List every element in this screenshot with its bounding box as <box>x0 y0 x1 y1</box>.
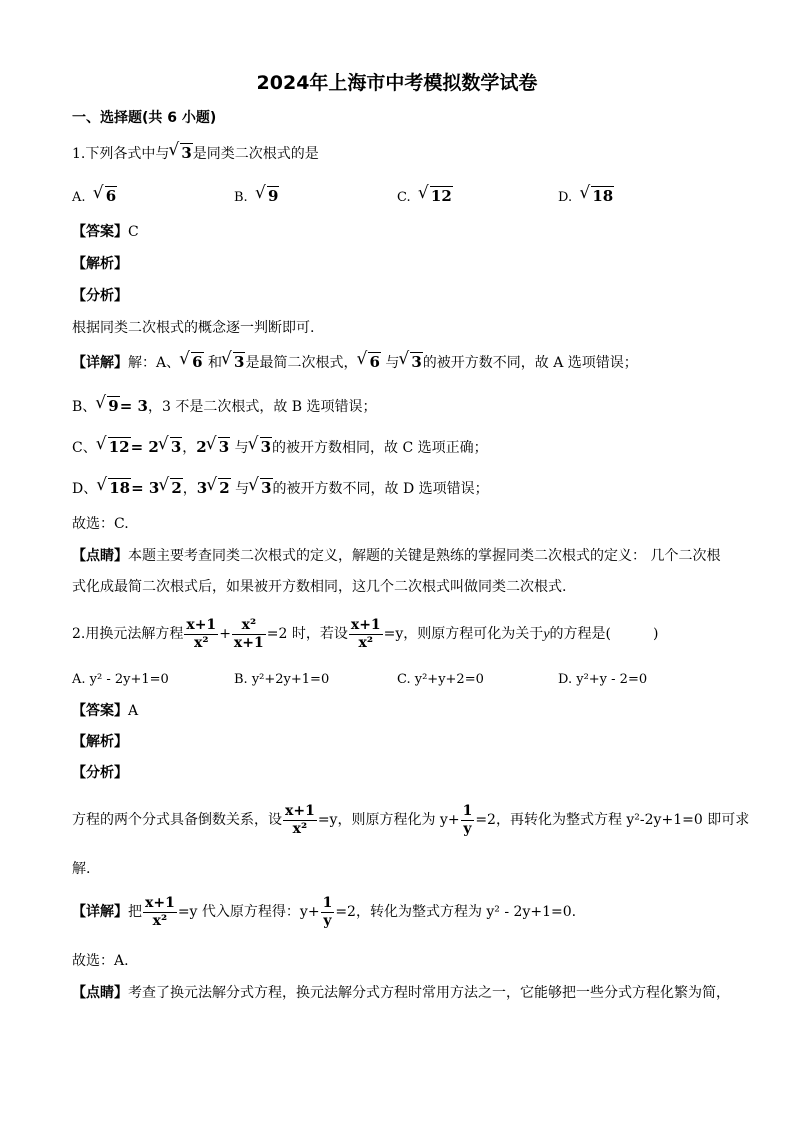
q2-option-b: B. y²+2y+1=0 <box>234 672 330 687</box>
q1-dianjing-1: 【点睛】本题主要考查同类二次根式的定义，解题的关键是熟练的掌握同类二次根式的定义： 几个二次根 <box>72 548 721 564</box>
q1-choose: 故选：C. <box>72 516 129 532</box>
q1-stem-suffix: 是同类二次根式的是 <box>192 146 319 162</box>
q2-choose: 故选：A. <box>72 953 129 969</box>
q1-stem-radical: √ 3 <box>169 143 192 163</box>
q2-option-d: D. y²+y - 2=0 <box>558 672 648 687</box>
q2-option-a: A. y² - 2y+1=0 <box>72 672 169 687</box>
q2-answer: 【答案】A <box>72 703 139 719</box>
q2-option-c: C. y²+y+2=0 <box>397 672 484 687</box>
fraction: $\frac{x+1}{\text{x²}}$ <box>350 616 381 651</box>
q2-fenxi-tag: 【分析】 <box>72 765 128 781</box>
fraction: $\frac{1}{y}$ <box>322 894 333 929</box>
q2-jiexi-tag: 【解析】 <box>72 734 128 750</box>
q1-option-d: D. √ 18 <box>558 186 614 208</box>
page-title: 2024年上海市中考模拟数学试卷 <box>256 72 538 94</box>
q1-detail-a: 【详解】解：A、√ 6 和√ 3是最简二次根式，√ 6 与√ 3的被开方数不同，故 A 选项错误； <box>72 352 638 373</box>
fraction: $\frac{\text{x²}}{x+1}$ <box>233 616 264 651</box>
q1-detail-c: C、√ 12= 2√ 3，2√ 3 与√ 3的被开方数相同，故 C 选项正确； <box>72 437 488 458</box>
q1-jiexi-tag: 【解析】 <box>72 256 128 272</box>
fraction: $\frac{x+1}{\text{x²}}$ <box>145 894 175 929</box>
q2-fenxi-end: 解. <box>72 861 91 877</box>
q1-stem-prefix: 1.下列各式中与 <box>72 146 170 162</box>
q1-option-b: B. √ 9 <box>234 186 279 208</box>
fraction: $\frac{x+1}{\text{x²}}$ <box>186 616 217 651</box>
q2-stem: 2.用换元法解方程 $\frac{x+1}{\text{x²}}$ + $\frac{\text{x²}}{x+1}$ =2 时，若设 $\frac{x+1}{\text{x²}}$ =y，则原方程可化为关于y的方程是( ) <box>72 616 659 651</box>
q1-fenxi-text: 根据同类二次根式的概念逐一判断即可. <box>72 320 315 336</box>
q2-detail: 【详解】把 $\frac{x+1}{\text{x²}}$ =y 代入原方程得：y+ $\frac{1}{y}$ =2，转化为整式方程为 y² - 2y+1=0. <box>72 894 577 929</box>
q1-fenxi-tag: 【分析】 <box>72 288 128 304</box>
q1-answer <box>72 222 139 242</box>
section-heading: 一、选择题(共 6 小题) <box>72 110 217 126</box>
answer-value: C <box>128 224 139 240</box>
fraction: $\frac{x+1}{\text{x²}}$ <box>285 802 315 837</box>
fraction: $\frac{1}{y}$ <box>462 802 473 837</box>
q1-detail-b: B、√ 9= 3，3 不是二次根式，故 B 选项错误； <box>72 396 377 417</box>
answer-tag: 【答案】 <box>72 224 128 240</box>
q2-fenxi-text: 方程的两个分式具备倒数关系，设 $\frac{x+1}{\text{x²}}$ =y，则原方程化为 y+ $\frac{1}{y}$ =2，再转化为整式方程 y²-2y+1=0 即可求 <box>72 802 750 837</box>
q1-dianjing-2: 式化成最简二次根式后，如果被开方数相同，这几个二次根式叫做同类二次根式. <box>72 579 567 595</box>
q1-option-c: C. √ 12 <box>397 186 453 208</box>
q1-stem <box>72 143 319 164</box>
q2-dianjing-1: 【点睛】考查了换元法解分式方程，换元法解分式方程时常用方法之一，它能够把一些分式方程化繁为简， <box>72 985 730 1001</box>
q1-option-a: A. √ 6 <box>72 186 117 208</box>
q1-detail-d: D、√ 18= 3√ 2，3√ 2 与√ 3的被开方数不同，故 D 选项错误； <box>72 478 489 499</box>
